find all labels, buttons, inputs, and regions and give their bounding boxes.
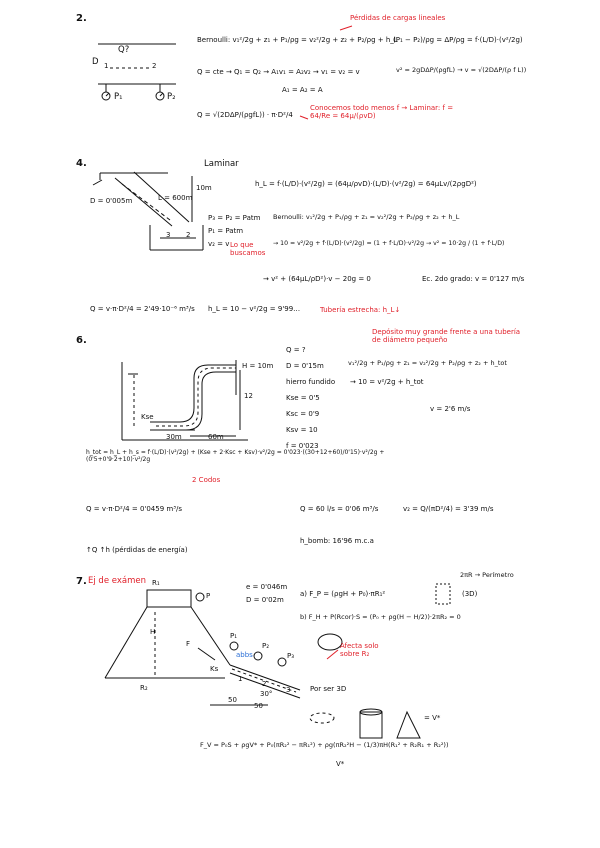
p2-red-arrow [340, 26, 352, 30]
p6-loss-note: ↑Q ↑h (pérdidas de energía) [86, 546, 188, 554]
p7-label-30deg: 30° [260, 690, 273, 698]
p2-note: Conocemos todo menos f → Laminar: f = 64/Re = 64μ/(ρvD) [310, 104, 454, 121]
p7-label-50a: 50 [228, 696, 237, 704]
p4-bernoulli: Bernoulli: v₁²/2g + P₁/ρg + z₁ = v₂²/2g + P₂/ρg + z₂ + h_L [273, 213, 460, 221]
p6-q60: Q = 60 l/s = 0'06 m³/s [300, 505, 379, 513]
p2-pressure-eq: (P₁ − P₂)/ρg = ΔP/ρg = f·(L/D)·(v²/2g) [393, 36, 523, 44]
p6-label-kse: Kse [141, 413, 154, 421]
p7-label-r2: R₂ [140, 684, 148, 692]
p4-laminar: Laminar [204, 159, 239, 169]
p6-red-codos: 2 Codos [192, 476, 221, 484]
p4-hl-result: h_L = 10 − v²/2g = 9'99… [208, 305, 301, 313]
p4-label-10m: 10m [196, 184, 212, 192]
p4-step1: → 10 = v²/2g + f·(L/D)·(v²/2g) = (1 + f·L/D)·v²/2g → v² = 10·2g / (1 + f·L/D) [273, 240, 505, 247]
p6-given-5: Ksv = 10 [286, 426, 318, 434]
p4-pressure-1: P₁ = Patm [208, 227, 244, 235]
p4-red-result: Tubería estrecha: h_L↓ [320, 306, 401, 314]
p7-por-ser: Por ser 3D [310, 685, 347, 693]
p7-label-p3: P₃ [287, 652, 295, 660]
p7-eq-b: b) F_H + P(Rcor)·S = (P₀ + ρg(H − H/2))·2πR₂ = 0 [300, 613, 461, 621]
p6-label-60m: 60m [208, 433, 224, 441]
p6-htot-eq: h_tot = h_L + h_s = f·(L/D)·(v²/2g) + (Kse + 2·Ksc + Ksv)·v²/2g = 0'023·((30+12+60)/0'15)·v²/2g + (0'5+0'9·2+10)·v²/2g [86, 449, 385, 463]
p4-velocity: v₂ = v [208, 240, 230, 248]
p7-v-star: = V* [424, 714, 441, 722]
p6-given-3: Kse = 0'5 [286, 394, 320, 402]
p6-label-30m: 30m [166, 433, 182, 441]
p6-red-note: Depósito muy grande frente a una tubería de diámetro pequeño [372, 328, 521, 345]
p7-red-note: Afecta solo sobre R₂ [340, 642, 379, 659]
p4-label-l: L = 600m [158, 194, 193, 202]
p4-hl-eq: h_L = f·(L/D)·(v²/2g) = (64μ/ρvD)·(L/D)·(v²/2g) = 64μLv/(2ρgD²) [255, 180, 477, 188]
p6-number: 6. [76, 335, 87, 346]
p7-title: Ej de exámen [88, 576, 146, 586]
p7-label-h: H [150, 628, 156, 636]
p7-label-50b: 50 [254, 702, 263, 710]
p7-label-p2: P₂ [262, 642, 270, 650]
p4-step2: → v² + (64μL/ρD²)·v − 20g = 0 [263, 275, 371, 283]
p4-label-3: 3 [166, 231, 171, 239]
p7-e-val: e = 0'046m [246, 583, 288, 591]
p4-quadratic: Ec. 2do grado: v = 0'127 m/s [422, 275, 525, 283]
p7-v-under: V* [336, 760, 345, 768]
p6-v-eq: v₂ = Q/(πD²/4) = 3'39 m/s [403, 505, 494, 513]
p4-label-2: 2 [186, 231, 191, 239]
p7-label-2: 2 [262, 680, 267, 688]
p6-label-h: H = 10m [242, 362, 274, 370]
p7-dim3d: (3D) [462, 590, 478, 598]
p2-label-2: 2 [152, 62, 157, 70]
p6-hbomb: h_bomb: 16'96 m.c.a [300, 537, 374, 545]
p7-number: 7. [76, 576, 87, 587]
p2-pipe-diagram [98, 44, 176, 100]
p7-label-ks: Ks [210, 665, 219, 673]
p6-reservoir-diagram [122, 360, 248, 440]
p7-final-eq: F_V = P₀S + ρgV* + P₀(πR₂² − πR₁²) + ρg(πR₂²H − (1/3)πH(R₁² + R₂R₁ + R₂²)) [200, 741, 449, 749]
p2-label-p1: P₁ [114, 92, 123, 102]
p2-areas: A₁ = A₂ = A [282, 86, 323, 94]
p2-red-line [300, 116, 308, 119]
p6-given-0: Q = ? [286, 346, 306, 354]
p2-label-d: D [92, 57, 99, 67]
p6-given-2: hierro fundido [286, 378, 336, 386]
p6-step: → 10 = v²/2g + h_tot [350, 378, 424, 386]
p4-flow: Q = v·π·D²/4 = 2'49·10⁻⁶ m³/s [90, 305, 195, 313]
p7-label-3: 3 [286, 686, 291, 694]
p7-label-f: F [186, 640, 191, 648]
p6-bernoulli: v₁²/2g + P₁/ρg + z₁ = v₂²/2g + P₂/ρg + z₂ + h_tot [348, 359, 507, 367]
p6-given-1: D = 0'15m [286, 362, 324, 370]
p7-perimetro: 2πR → Perímetro [460, 571, 514, 579]
p2-velocity-eq: v² = 2gDΔP/(ρgfL) → v = √(2DΔP/(ρ f L)) [396, 66, 527, 74]
p2-label-1: 1 [104, 62, 109, 70]
p7-label-p1: P₁ [230, 632, 238, 640]
p2-label-p2: P₂ [167, 92, 176, 102]
p7-blue-note: abbs [236, 651, 253, 659]
p7-d-val: D = 0'02m [246, 596, 284, 604]
p2-annotation: Pérdidas de cargas lineales [350, 14, 446, 22]
p6-flow: Q = v·π·D²/4 = 0'0459 m³/s [86, 505, 183, 513]
p2-continuity: Q = cte → Q₁ = Q₂ → A₁v₁ = A₂v₂ → v₁ = v₂ = v [197, 68, 360, 76]
p2-bernoulli: Bernoulli: v₁²/2g + z₁ + P₁/ρg = v₂²/2g + z₂ + P₂/ρg + h_L [197, 36, 398, 44]
p6-velocity: v = 2'6 m/s [430, 405, 471, 413]
p6-given-4: Ksc = 0'9 [286, 410, 320, 418]
p2-flow-eq: Q = √(2DΔP/(ρgfL)) · π·D²/4 [197, 111, 293, 119]
p7-label-r1: R₁ [152, 579, 160, 587]
p2-label-q: Q? [118, 45, 130, 55]
p4-label-d: D = 0'005m [90, 197, 133, 205]
p7-tank-diagram [105, 584, 450, 738]
p7-label-p: P [206, 592, 211, 600]
p6-given-6: f = 0'023 [286, 442, 319, 450]
p4-number: 4. [76, 158, 87, 169]
p6-label-12: 12 [244, 392, 253, 400]
p7-eq-a: a) F_P = (ρgH + P₀)·πR₁² [300, 590, 386, 598]
p4-red-note: Lo que buscamos [230, 241, 266, 258]
p2-number: 2. [76, 13, 87, 24]
p7-label-1: 1 [238, 675, 243, 683]
p4-pressures: P₃ = P₂ = Patm [208, 214, 261, 222]
p7-red-arrow [327, 650, 338, 659]
